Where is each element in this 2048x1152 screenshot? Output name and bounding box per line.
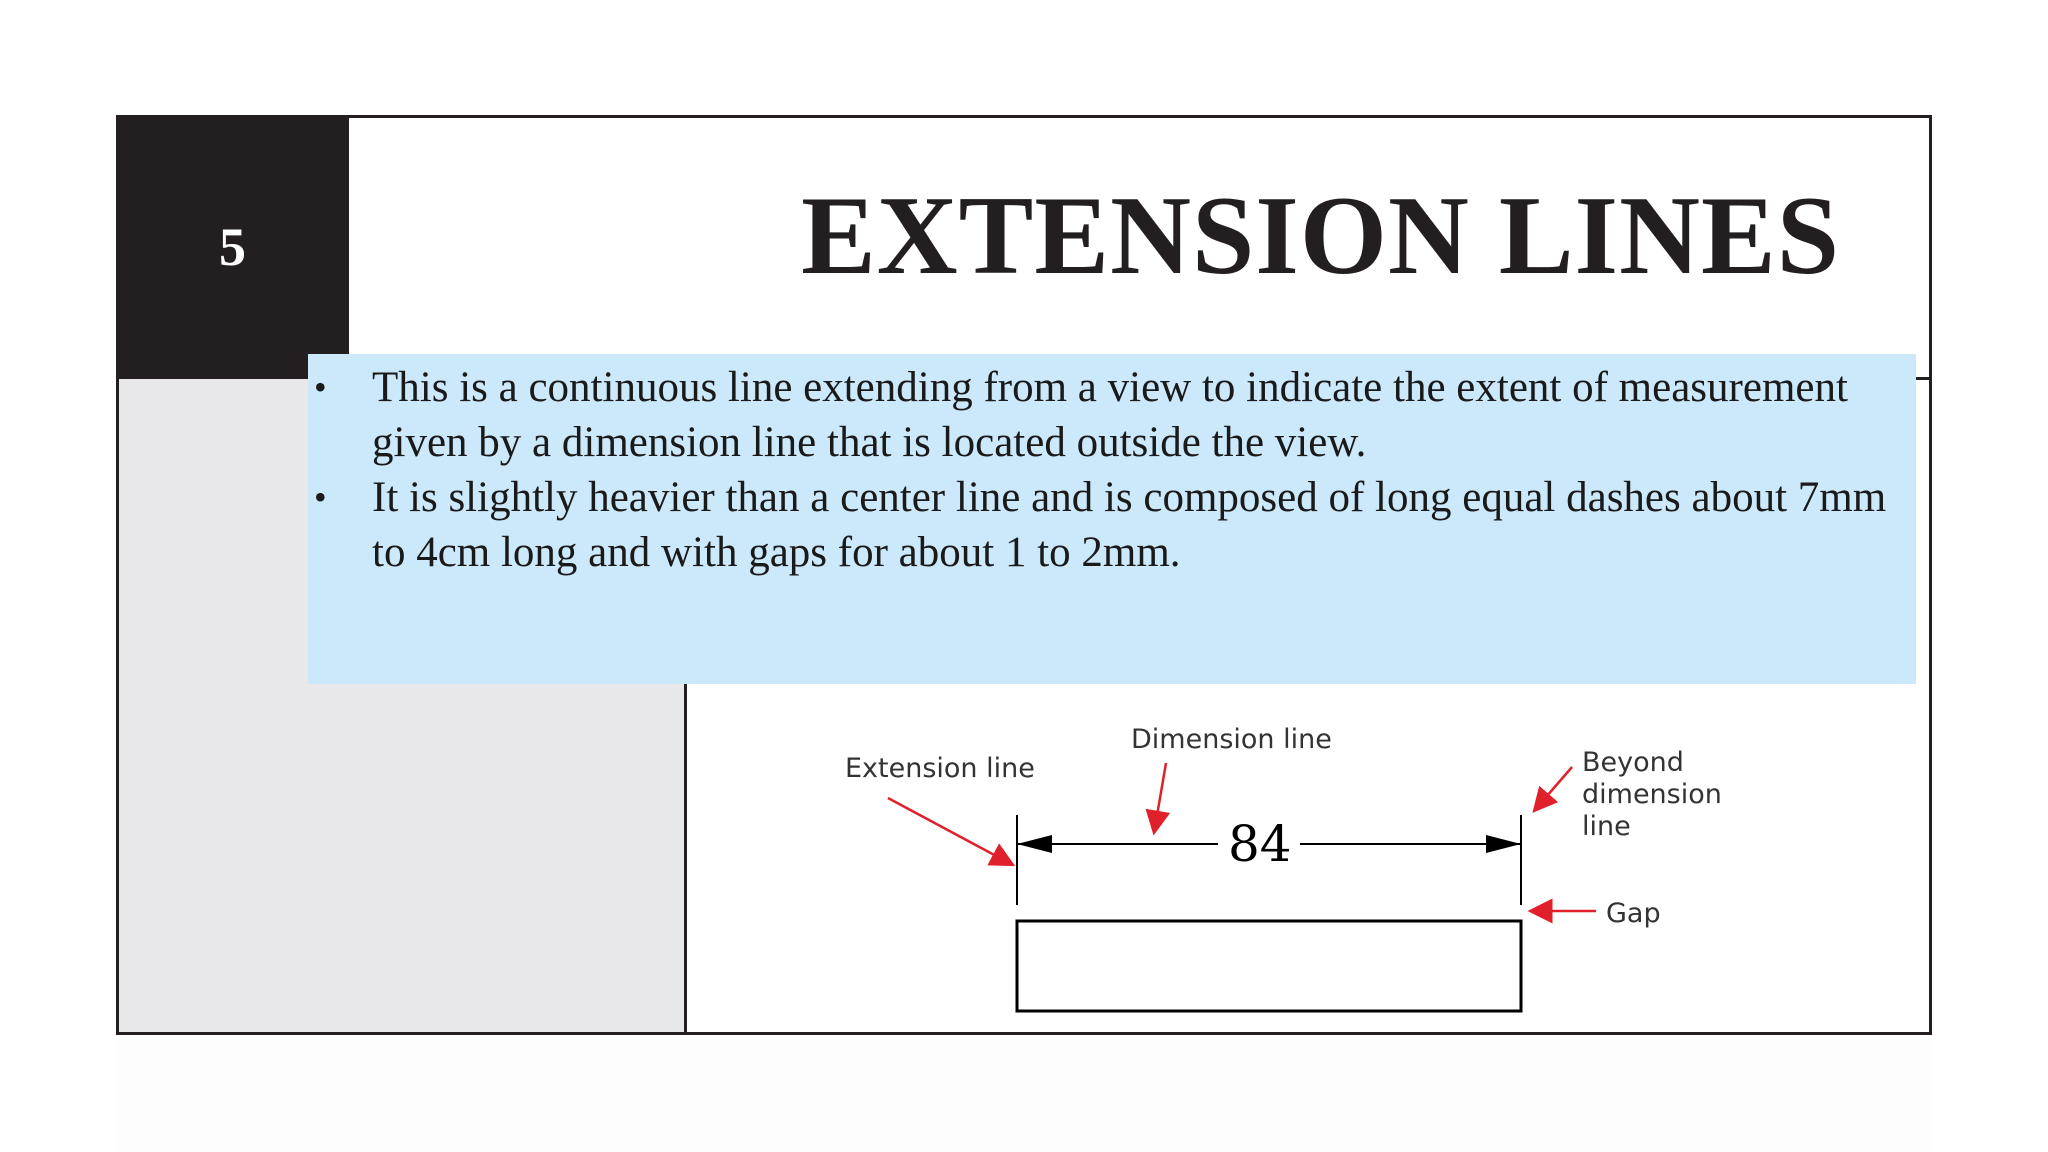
extension-line-pointer-arrow bbox=[888, 798, 1013, 865]
gap-label: Gap bbox=[1606, 898, 1661, 929]
beyond-label-line3: line bbox=[1582, 811, 1631, 842]
dimension-line-pointer-arrow bbox=[1154, 763, 1166, 833]
slide-number-block bbox=[116, 115, 349, 379]
dimension-arrowhead-left bbox=[1017, 835, 1052, 853]
bullet-text-box bbox=[308, 354, 1916, 684]
bullet-item bbox=[308, 360, 1896, 470]
bullet-text: This is a continuous line extending from a view to indicate the extent of measurement given by a dimension line that is located outside the view. bbox=[372, 364, 1848, 466]
bullet-item bbox=[308, 470, 1896, 580]
dimension-line-label: Dimension line bbox=[1131, 724, 1332, 755]
bullet-text: It is slightly heavier than a center line and is composed of long equal dashes about 7mm to 4cm long and with gaps for about 1 to 2mm. bbox=[372, 474, 1887, 576]
dimension-value: 84 bbox=[1228, 815, 1292, 873]
bullet-icon: • bbox=[314, 477, 327, 517]
slide-title: EXTENSION LINES bbox=[801, 174, 1840, 298]
beyond-label-line1: Beyond bbox=[1582, 747, 1684, 778]
dimension-arrowhead-right bbox=[1486, 835, 1521, 853]
beyond-label-line2: dimension bbox=[1582, 779, 1722, 810]
extension-line-label: Extension line bbox=[845, 753, 1035, 784]
bullet-icon: • bbox=[314, 367, 327, 407]
object-outline bbox=[1017, 921, 1521, 1011]
slide-footer-area bbox=[116, 1035, 1932, 1152]
slide-number: 5 bbox=[219, 217, 246, 277]
extension-line-diagram bbox=[830, 715, 1790, 1025]
beyond-pointer-arrow bbox=[1534, 767, 1572, 811]
bullet-list bbox=[308, 360, 1896, 580]
